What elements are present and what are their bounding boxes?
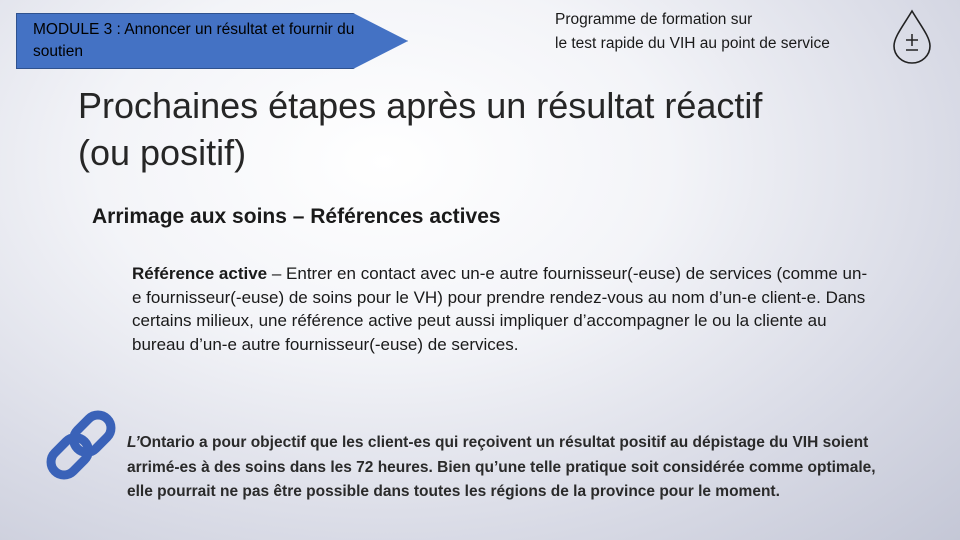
definition-body: – Entrer en contact avec un-e autre fournisseur(-euse) de services (comme un-e fournisseur(-euse) de soins pour le VH) pour prendre rendez-vous au nom d’un-e client-e. Dans certains milieux, une référence active peut aussi impliquer d’accompagner le ou la cliente au bureau d’un-e autre fournisseur(-euse) de services. <box>132 264 868 354</box>
program-title-line2: le test rapide du VIH au point de service <box>555 35 830 52</box>
program-header <box>555 8 830 56</box>
page-title-line1: Prochaines étapes après un résultat réactif <box>78 85 763 126</box>
chain-link-icon <box>40 404 122 486</box>
page-title <box>78 82 878 176</box>
module-label: MODULE 3 : Annoncer un résultat et fournir du soutien <box>33 21 355 60</box>
active-referral-definition <box>132 262 872 356</box>
page-title-line2: (ou positif) <box>78 132 247 173</box>
program-title-line1: Programme de formation sur <box>555 11 753 28</box>
section-heading: Arrimage aux soins – Références actives <box>92 205 501 228</box>
plus-minus-drop-icon <box>891 8 933 64</box>
definition-term: Référence active <box>132 264 268 283</box>
note-body: Ontario a pour objectif que les client-es qui reçoivent un résultat positif au dépistage du VIH soient arrimé-es à des soins dans les 72 heures. Bien qu’une telle pratique soit considérée comme optimale, elle pourrait ne pas être possible dans toutes les régions de la province pour le moment. <box>127 434 876 500</box>
ontario-goal-note <box>127 431 892 505</box>
note-lead: L’ <box>127 434 140 451</box>
